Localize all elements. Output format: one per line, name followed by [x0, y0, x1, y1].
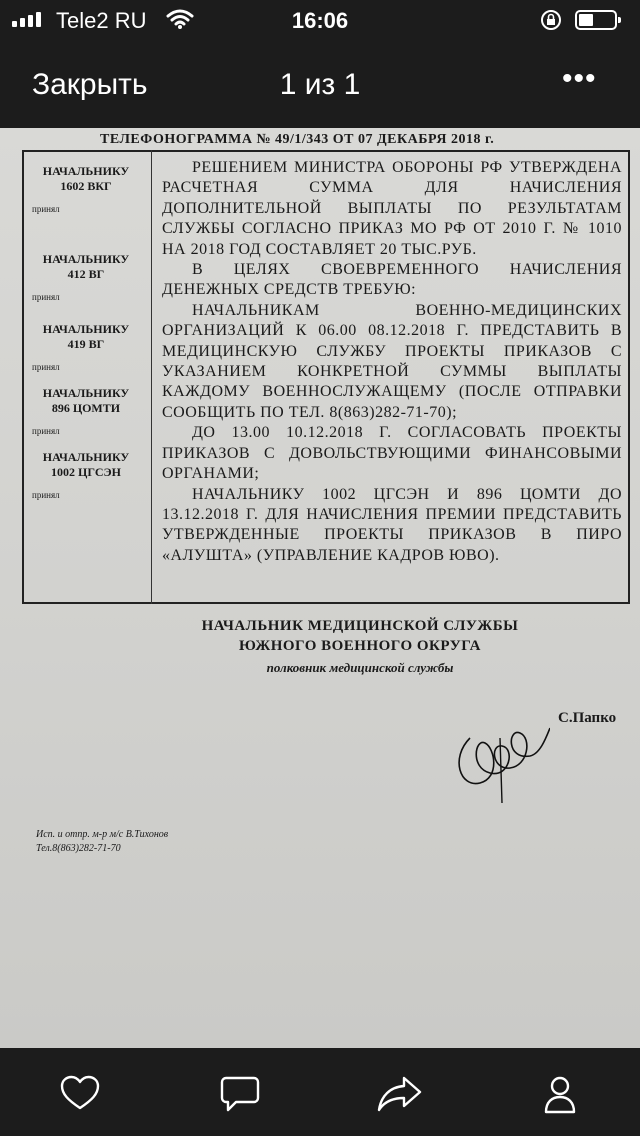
executor-info — [36, 828, 168, 856]
document-page — [0, 128, 640, 1048]
photo-counter: 1 из 1 — [279, 68, 361, 101]
recipient-unit: 1002 ЦГСЭН — [51, 465, 121, 479]
document-body — [162, 158, 622, 566]
signatory-rank: полковник медицинской службы — [266, 660, 454, 675]
recipient-unit: 896 ЦОМТИ — [51, 401, 121, 415]
comment-icon[interactable] — [218, 1072, 262, 1116]
carrier-name: Tele2 RU — [56, 8, 147, 33]
received-mark: принял — [32, 292, 60, 302]
battery-icon — [575, 10, 617, 30]
viewer-header — [0, 40, 640, 128]
recipient-block — [22, 252, 150, 305]
body-paragraph: НАЧАЛЬНИКУ 1002 ЦГСЭН И 896 ЦОМТИ ДО 13.12.2018 Г. ДЛЯ НАЧИСЛЕНИЯ ПРЕМИИ ПРЕДСТАВИТЬ УТВЕРЖДЕННЫЕ ПРОЕКТЫ ПРИКАЗОВ В ПИРО «АЛУШТА» (УПРАВЛЕНИЕ КАДРОВ ЮВО). — [162, 485, 622, 564]
body-paragraph: НАЧАЛЬНИКАМ ВОЕННО-МЕДИЦИНСКИХ ОРГАНИЗАЦИЙ К 06.00 08.12.2018 Г. ПРЕДСТАВИТЬ В МЕДИЦИНСКУЮ СЛУЖБУ ПРОЕКТЫ ПРИКАЗОВ С УКАЗАНИЕМ КОНКРЕТНОЙ СУММЫ ВЫПЛАТЫ КАЖДОМУ ВОЕННОСЛУЖАЩЕМУ (ПОСЛЕ ОТПРАВКИ СООБЩИТЬ ПО ТЕЛ. 8(863)282-71-70); — [162, 301, 622, 421]
received-mark: принял — [32, 204, 60, 214]
more-options-button[interactable]: ••• — [562, 62, 597, 95]
recipient-block — [22, 450, 150, 503]
action-bar — [0, 1048, 640, 1136]
received-mark: принял — [32, 362, 60, 372]
document-title: ТЕЛЕФОНОГРАММА № 49/1/343 ОТ 07 ДЕКАБРЯ 2018 г. — [100, 132, 495, 147]
clock: 16:06 — [291, 8, 349, 33]
executor-phone: Тел.8(863)282-71-70 — [36, 843, 121, 854]
status-bar — [0, 0, 640, 40]
recipient-title: НАЧАЛЬНИКУ — [42, 322, 130, 336]
signatory-name: С.Папко — [558, 710, 617, 726]
body-paragraph: ДО 13.00 10.12.2018 Г. СОГЛАСОВАТЬ ПРОЕКТЫ ПРИКАЗОВ С ДОВОЛЬСТВУЮЩИМИ ФИНАНСОВЫМИ ОРГАНАМИ; — [162, 424, 622, 483]
recipient-title: НАЧАЛЬНИКУ — [42, 164, 130, 178]
signatory-position: НАЧАЛЬНИК МЕДИЦИНСКОЙ СЛУЖБЫ — [201, 618, 519, 634]
executor-name: Исп. и отпр. м-р м/с В.Тихонов — [36, 829, 169, 840]
heart-icon[interactable] — [58, 1072, 102, 1116]
recipient-title: НАЧАЛЬНИКУ — [42, 386, 130, 400]
recipient-column — [22, 150, 152, 604]
recipient-block — [22, 322, 150, 375]
recipient-unit: 412 ВГ — [67, 267, 105, 281]
signatory-block — [170, 616, 550, 678]
signatory-district: ЮЖНОГО ВОЕННОГО ОКРУГА — [239, 638, 481, 654]
received-mark: принял — [32, 426, 60, 436]
recipient-block — [22, 386, 150, 439]
orientation-lock-icon — [540, 9, 562, 37]
recipient-block — [22, 164, 150, 217]
body-paragraph: В ЦЕЛЯХ СВОЕВРЕМЕННОГО НАЧИСЛЕНИЯ ДЕНЕЖНЫХ СРЕДСТВ ТРЕБУЮ: — [162, 261, 622, 299]
share-icon[interactable] — [376, 1072, 420, 1116]
profile-icon[interactable] — [538, 1072, 582, 1116]
document-photo[interactable] — [0, 128, 640, 1048]
recipient-unit: 1602 ВКГ — [60, 179, 112, 193]
body-paragraph: РЕШЕНИЕМ МИНИСТРА ОБОРОНЫ РФ УТВЕРЖДЕНА РАСЧЕТНАЯ СУММА ДЛЯ НАЧИСЛЕНИЯ ДОПОЛНИТЕЛЬНОЙ ВЫПЛАТЫ ПО РЕЗУЛЬТАТАМ СЛУЖБЫ СОГЛАСНО ПРИКАЗ МО РФ ОТ 2010 Г. № 1010 НА 2018 ГОД СОСТАВЛЯЕТ 20 ТЫС.РУБ. — [162, 159, 622, 258]
close-button[interactable]: Закрыть — [32, 68, 148, 101]
recipient-title: НАЧАЛЬНИКУ — [42, 252, 130, 266]
recipient-title: НАЧАЛЬНИКУ — [42, 450, 130, 464]
handwritten-signature — [440, 698, 550, 813]
received-mark: принял — [32, 490, 60, 500]
recipient-unit: 419 ВГ — [67, 337, 105, 351]
